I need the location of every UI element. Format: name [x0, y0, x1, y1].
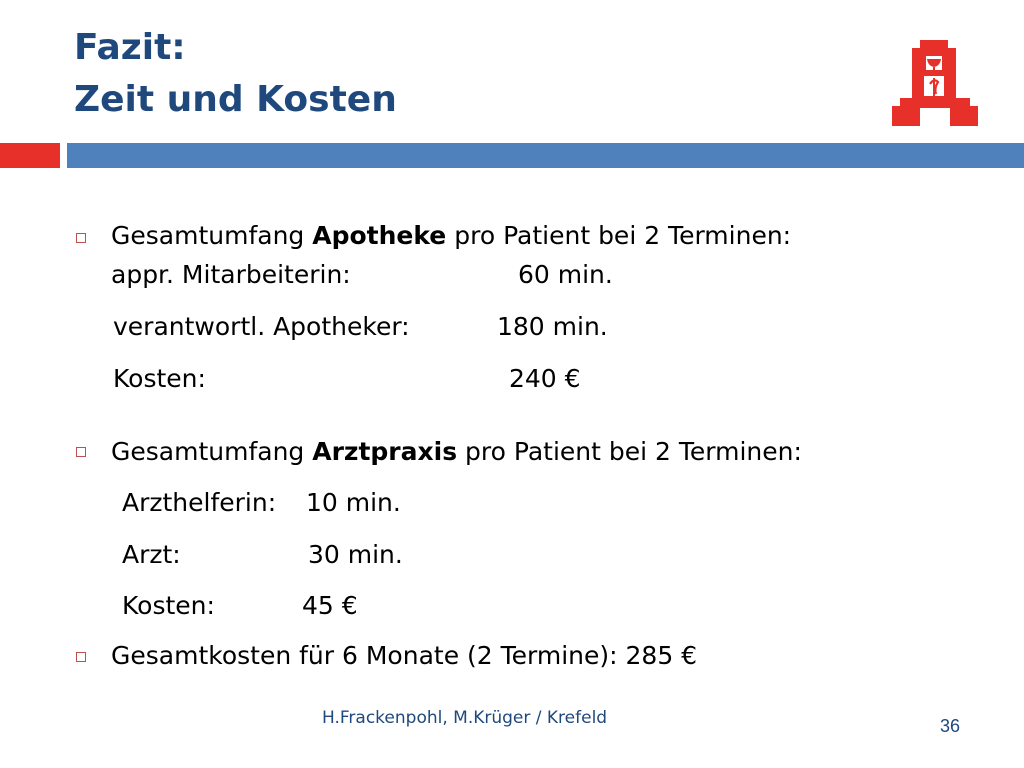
bullet-square-icon	[76, 233, 86, 243]
apotheke-intro-bold: Apotheke	[312, 221, 447, 250]
arztpraxis-intro-post: pro Patient bei 2 Terminen:	[457, 437, 802, 466]
arztpraxis-intro-bold: Arztpraxis	[312, 437, 458, 466]
bullet-square-icon	[76, 447, 86, 457]
bullet-square-icon	[76, 652, 86, 662]
apotheke-row-label: verantwortl. Apotheker:	[113, 312, 410, 341]
page-number: 36	[940, 716, 961, 736]
apotheke-row-label: Kosten:	[113, 364, 206, 393]
slide-title-line1: Fazit:	[74, 27, 186, 68]
arztpraxis-row-label: Arzthelferin:	[122, 488, 277, 517]
apotheke-row-value: 180 min.	[497, 312, 608, 341]
arztpraxis-row-label: Arzt:	[122, 540, 181, 569]
summary-text: Gesamtkosten für 6 Monate (2 Termine): 285 €	[111, 641, 698, 670]
apotheke-row-value: 60 min.	[518, 260, 613, 289]
arztpraxis-row-value: 45 €	[302, 591, 358, 620]
footer-authors: H.Frackenpohl, M.Krüger / Krefeld	[322, 708, 608, 728]
arztpraxis-intro-pre: Gesamtumfang	[111, 437, 313, 466]
arztpraxis-row-value: 30 min.	[308, 540, 403, 569]
arztpraxis-row-label: Kosten:	[122, 591, 215, 620]
slide-title-line2: Zeit und Kosten	[74, 79, 397, 120]
apotheke-row-label: appr. Mitarbeiterin:	[111, 260, 351, 289]
arztpraxis-row-value: 10 min.	[306, 488, 401, 517]
arztpraxis-intro	[111, 437, 802, 467]
apotheke-intro-pre: Gesamtumfang	[111, 221, 313, 250]
apotheke-intro-post: pro Patient bei 2 Terminen:	[446, 221, 792, 250]
apotheke-row-value: 240 €	[509, 364, 581, 393]
apotheke-intro	[111, 221, 791, 251]
